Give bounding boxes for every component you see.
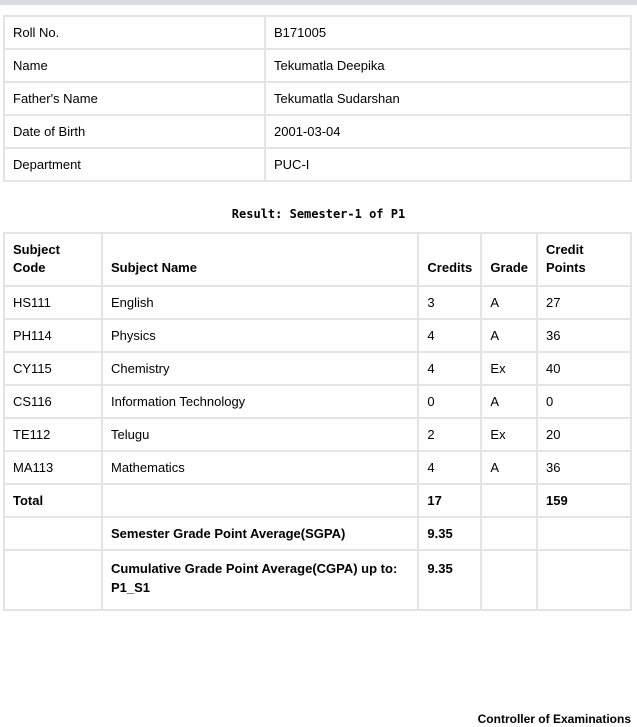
credit-points-cell: 0 [537, 385, 631, 418]
credit-points-cell: 20 [537, 418, 631, 451]
name-value: Tekumatla Deepika [265, 49, 631, 82]
table-row [4, 451, 631, 484]
subject-name-cell: Mathematics [102, 451, 418, 484]
credits-cell: 4 [418, 451, 481, 484]
result-table [3, 232, 632, 611]
empty-cell [481, 517, 537, 550]
controller-of-examinations: Controller of Examinations [477, 712, 631, 726]
department-label: Department [4, 148, 265, 181]
roll-value: B171005 [265, 16, 631, 49]
student-info-table [3, 15, 632, 182]
subject-name-header: Subject Name [102, 233, 418, 286]
roll-label: Roll No. [4, 16, 265, 49]
subject-name-cell: English [102, 286, 418, 319]
subject-code-header: Subject Code [4, 233, 102, 286]
subject-code-cell: CY115 [4, 352, 102, 385]
empty-cell [4, 550, 102, 610]
subject-name-cell: Physics [102, 319, 418, 352]
father-row [4, 82, 631, 115]
total-credits: 17 [418, 484, 481, 517]
grade-cell: Ex [481, 418, 537, 451]
result-header-row [4, 233, 631, 286]
name-row [4, 49, 631, 82]
father-value: Tekumatla Sudarshan [265, 82, 631, 115]
subject-name-cell: Telugu [102, 418, 418, 451]
grade-cell: A [481, 319, 537, 352]
subject-name-cell: Chemistry [102, 352, 418, 385]
grade-cell: A [481, 385, 537, 418]
credits-cell: 4 [418, 319, 481, 352]
credits-cell: 3 [418, 286, 481, 319]
grade-cell: A [481, 451, 537, 484]
credit-points-header: Credit Points [537, 233, 631, 286]
cgpa-value: 9.35 [418, 550, 481, 610]
subject-code-cell: CS116 [4, 385, 102, 418]
table-row [4, 352, 631, 385]
credits-header: Credits [418, 233, 481, 286]
roll-row [4, 16, 631, 49]
empty-cell [102, 484, 418, 517]
dob-label: Date of Birth [4, 115, 265, 148]
table-row [4, 319, 631, 352]
subject-name-cell: Information Technology [102, 385, 418, 418]
empty-cell [4, 517, 102, 550]
department-value: PUC-I [265, 148, 631, 181]
department-row [4, 148, 631, 181]
empty-cell [481, 550, 537, 610]
father-label: Father's Name [4, 82, 265, 115]
credit-points-cell: 36 [537, 319, 631, 352]
result-title: Result: Semester-1 of P1 [231, 207, 406, 221]
credit-points-cell: 40 [537, 352, 631, 385]
table-row [4, 385, 631, 418]
subject-code-cell: TE112 [4, 418, 102, 451]
total-credit-points: 159 [537, 484, 631, 517]
total-label: Total [4, 484, 102, 517]
sgpa-value: 9.35 [418, 517, 481, 550]
empty-cell [537, 517, 631, 550]
result-body [4, 286, 631, 610]
grade-cell: Ex [481, 352, 537, 385]
empty-cell [481, 484, 537, 517]
sgpa-row [4, 517, 631, 550]
table-row [4, 418, 631, 451]
subject-code-cell: PH114 [4, 319, 102, 352]
credit-points-cell: 27 [537, 286, 631, 319]
name-label: Name [4, 49, 265, 82]
credits-cell: 2 [418, 418, 481, 451]
cgpa-label: Cumulative Grade Point Average(CGPA) up to: P1_S1 [102, 550, 418, 610]
subject-code-cell: HS111 [4, 286, 102, 319]
credits-cell: 0 [418, 385, 481, 418]
credit-points-cell: 36 [537, 451, 631, 484]
grade-header: Grade [481, 233, 537, 286]
credits-cell: 4 [418, 352, 481, 385]
top-bar [0, 0, 637, 5]
subject-code-cell: MA113 [4, 451, 102, 484]
sgpa-label: Semester Grade Point Average(SGPA) [102, 517, 418, 550]
dob-value: 2001-03-04 [265, 115, 631, 148]
cgpa-row [4, 550, 631, 610]
total-row [4, 484, 631, 517]
grade-cell: A [481, 286, 537, 319]
table-row [4, 286, 631, 319]
empty-cell [537, 550, 631, 610]
dob-row [4, 115, 631, 148]
